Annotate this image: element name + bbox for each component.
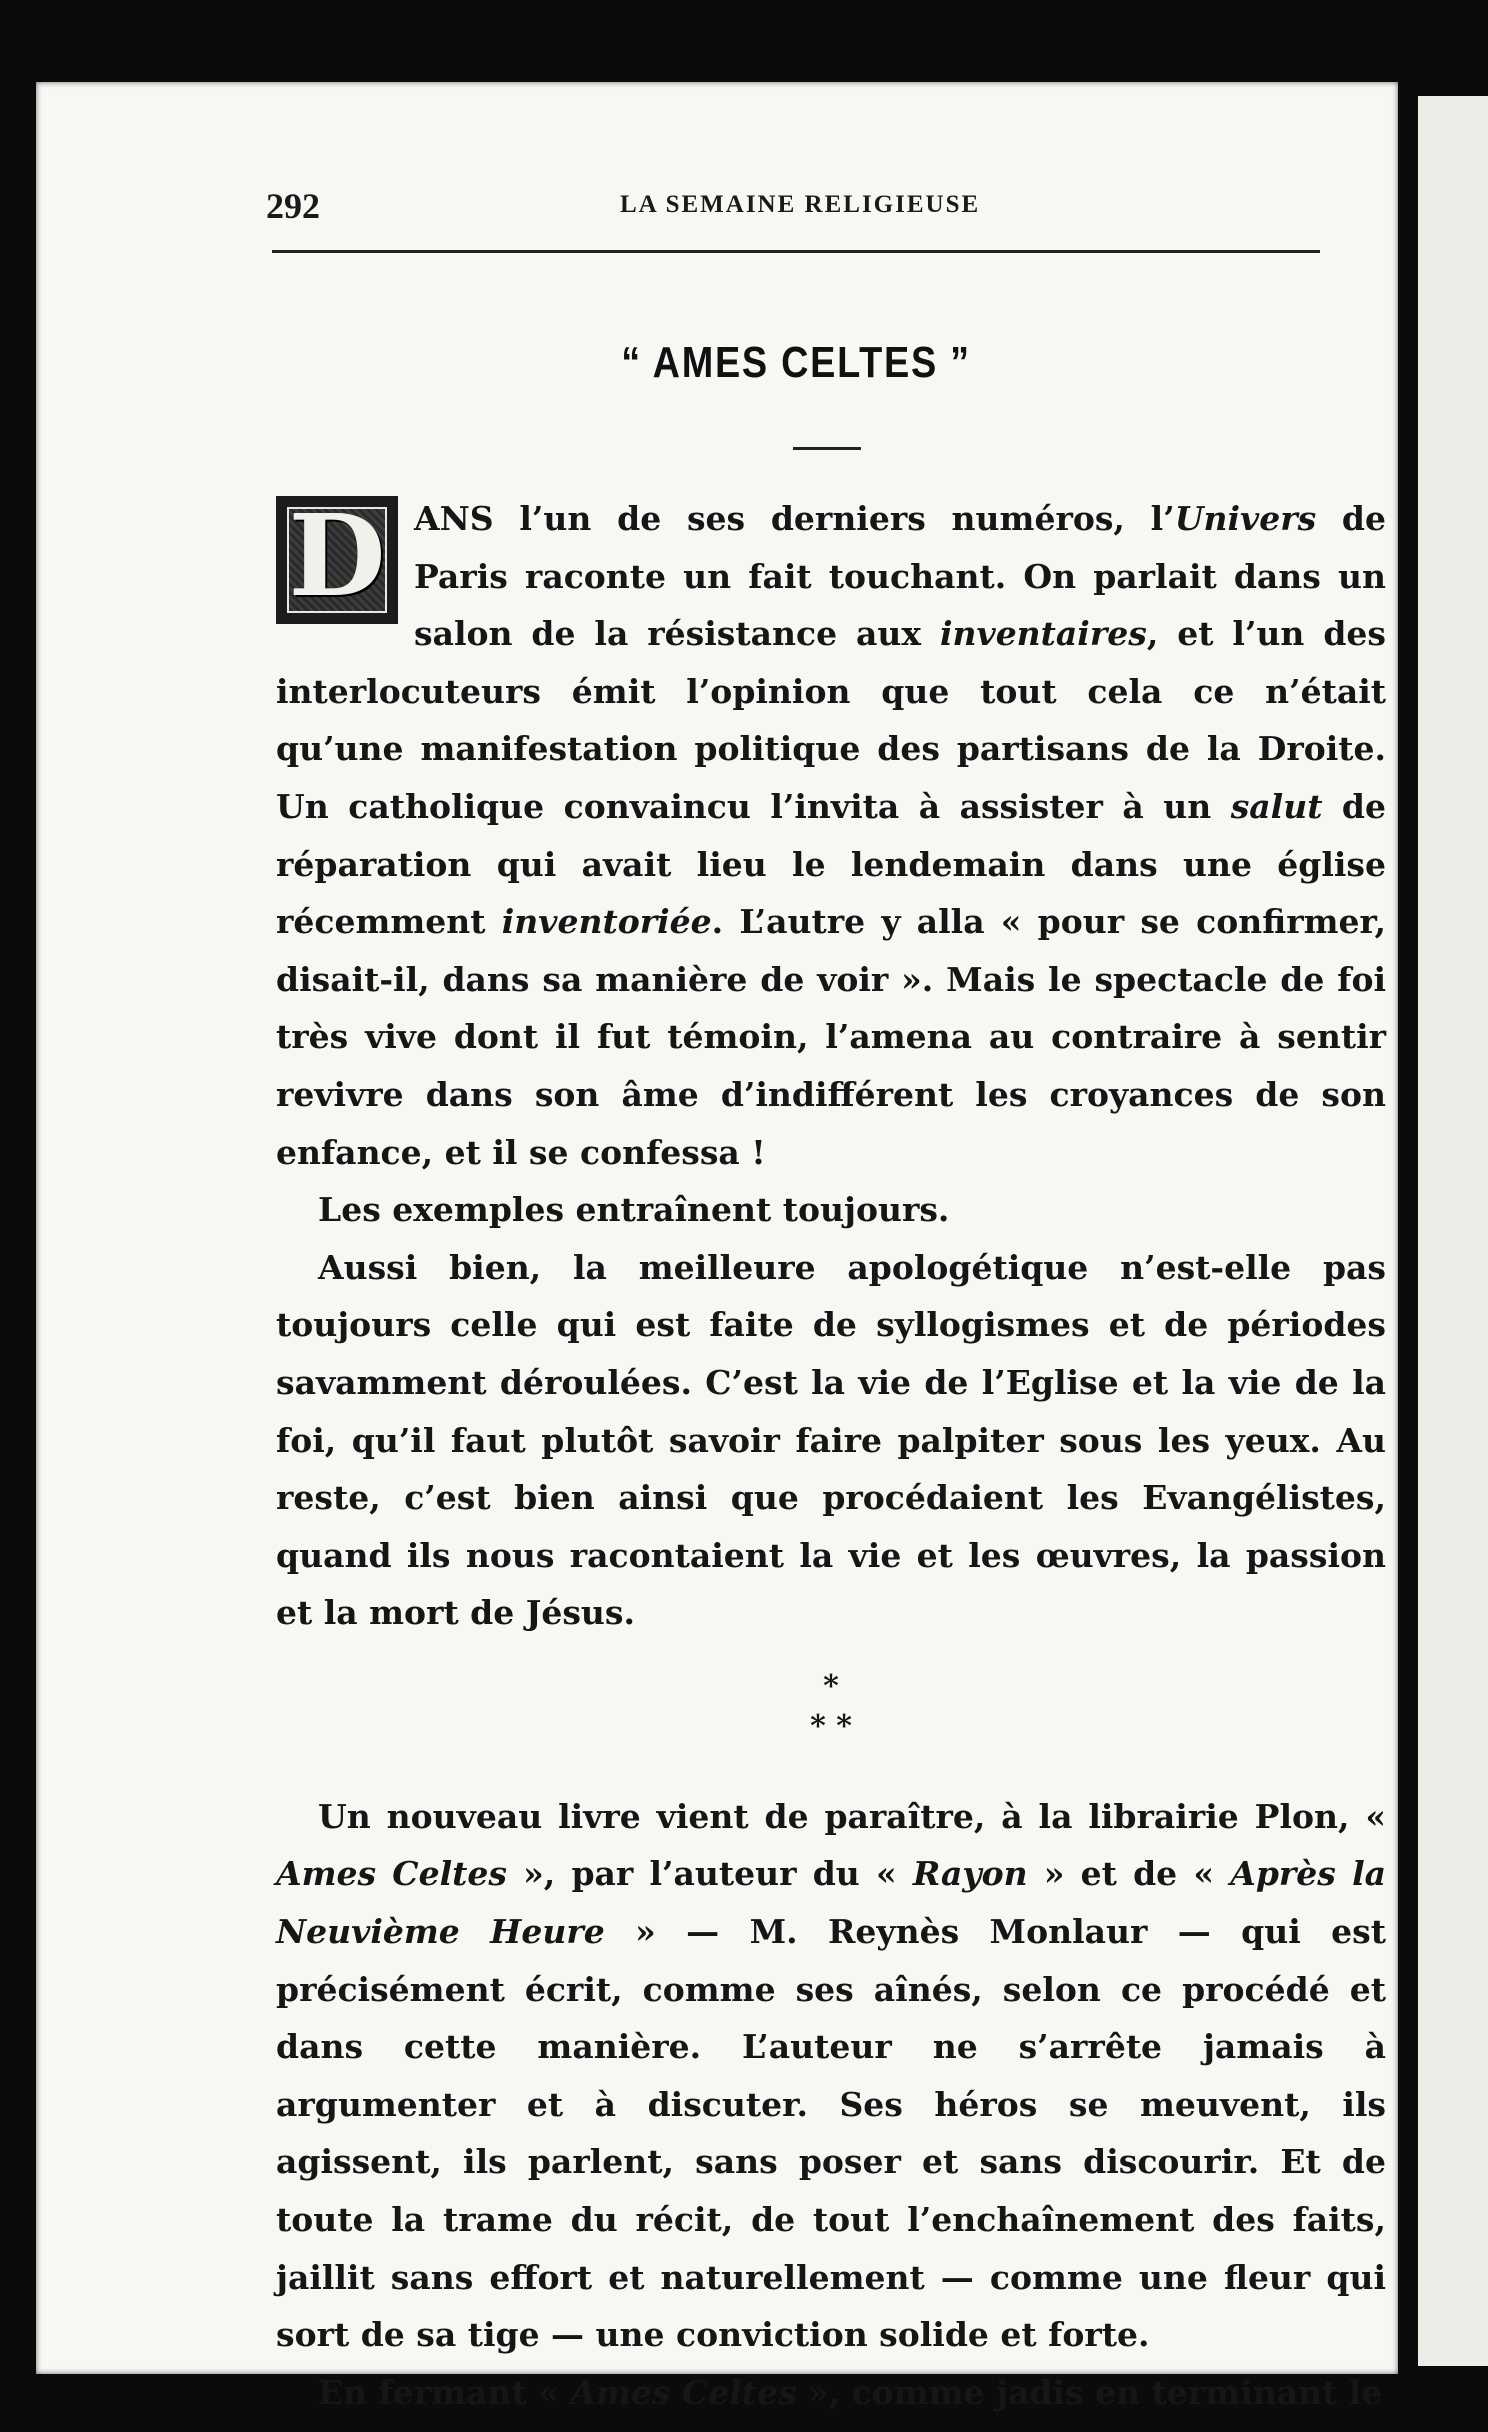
p1-text-a: ANS l’un de ses derniers numéros, l’	[414, 499, 1175, 538]
asterism-separator	[276, 1668, 1386, 1744]
p4-text-c: », par l’auteur du «	[506, 1854, 913, 1894]
p1-italic-univers: Univers	[1174, 499, 1317, 538]
asterism-bottom: * *	[810, 1708, 852, 1744]
p4-text-g: » — M. Reynès Monlaur — qui est précisément écrit, comme ses aînés, selon ce procédé et dans cette manière. L’auteur ne s’arrête jamais à argumenter et à discuter. Ses héros se meuvent, ils agissent, ils parlent, sans poser et sans discourir. Et de toute la trame du récit, de tout l’enchaînement des faits, jaillit sans effort et naturellement — comme une fleur qui sort de sa tige — une conviction solide et forte.	[276, 1912, 1387, 2355]
p1-text-i: . L’autre y alla « pour se confirmer, disait-il, dans sa manière de voir ». Mais le spectacle de foi très vive dont il fut témoin, l’amena au contraire à sentir revivre dans son âme d’indifférent les croyances de son enfance, et il se confessa !	[276, 902, 1386, 1172]
asterism-top: *	[823, 1668, 839, 1704]
article-body	[276, 490, 1386, 2421]
p4-italic-rayon: Rayon	[912, 1854, 1028, 1894]
p1-text-c: de Paris raconte un fait touchant. On parlait dans un salon de la résistance aux	[414, 499, 1386, 654]
p5-text-c: », comme jadis en terminant le	[796, 2372, 1383, 2412]
p5-text-a: En fermant «	[318, 2372, 571, 2412]
p1-italic-inventoriee: inventoriée	[501, 902, 712, 942]
paragraph-5	[276, 2364, 1386, 2422]
paragraph-2: Les exemples entraînent toujours.	[318, 1190, 950, 1230]
dropcap-letter: D	[288, 491, 386, 622]
paragraph-3: Aussi bien, la meilleure apologétique n’est-elle pas toujours celle qui est faite de syllogismes et de périodes savamment déroulées. C’est la vie de l’Eglise et la vie de la foi, qu’il faut plutôt savoir faire palpiter sous les yeux. Au reste, c’est bien ainsi que procédaient les Evangélistes, quand ils nous racontaient la vie et les œuvres, la passion et la mort de Jésus.	[276, 1247, 1386, 1633]
page-header	[230, 185, 1360, 225]
p4-text-a: Un nouveau livre vient de paraître, à la librairie Plon, «	[318, 1796, 1386, 1836]
title-rule	[793, 447, 861, 450]
p1-italic-salut: salut	[1230, 786, 1323, 826]
p4-italic-ames-celtes: Ames Celtes	[276, 1854, 507, 1894]
p5-italic-ames-celtes: Ames Celtes	[570, 2372, 797, 2412]
p1-text-e: , et l’un des interlocuteurs émit l’opinion que tout cela ce n’était qu’une manifestation politique des partisans de la Droite. Un catholique convaincu l’invita à assister à un	[276, 614, 1386, 826]
paragraph-1	[276, 490, 1386, 1181]
paragraph-4	[276, 1788, 1386, 2364]
page-number: 292	[266, 186, 320, 226]
running-title: LA SEMAINE RELIGIEUSE	[620, 191, 981, 218]
p4-text-e: » et de «	[1027, 1854, 1231, 1894]
article-title: “ AMES CELTES ”	[621, 338, 971, 387]
p1-italic-inventaires: inventaires	[939, 614, 1147, 654]
p1-text-g: de réparation qui avait lieu le lendemain dans une église récemment	[276, 786, 1386, 942]
p4-italic-apres-la-neuvieme-heure: Après la Neuvième Heure	[276, 1854, 1386, 1952]
dropcap-ornament	[276, 491, 398, 624]
adjacent-page-edge	[1418, 96, 1488, 2366]
header-rule	[272, 250, 1320, 253]
